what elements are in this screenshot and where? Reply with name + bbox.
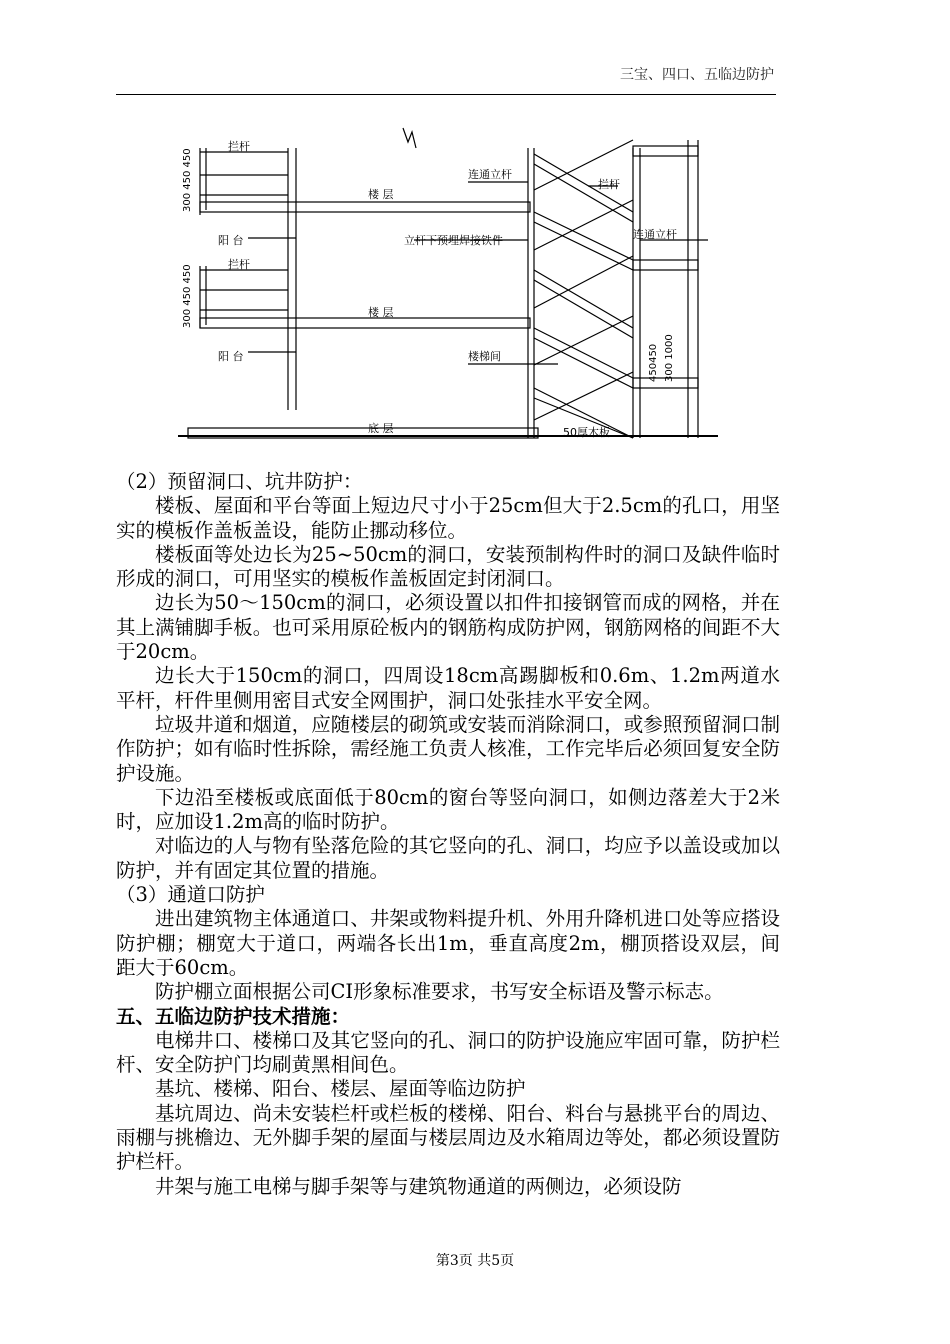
paragraph: 楼板、屋面和平台等面上短边尺寸小于25cm但大于2.5cm的孔口，用坚实的模板作盖板盖设，能防止挪动移位。 bbox=[116, 494, 780, 542]
body-text bbox=[116, 470, 780, 1199]
paragraph: 对临边的人与物有坠落危险的其它竖向的孔、洞口，均应予以盖设或加以防护，并有固定其位置的措施。 bbox=[116, 834, 780, 882]
paragraph: （2）预留洞口、坑井防护： bbox=[116, 470, 363, 493]
stair-railing-label: 拦杆 bbox=[598, 178, 620, 191]
floor-label-top: 楼 层 bbox=[368, 188, 394, 201]
header-rule bbox=[116, 94, 776, 95]
embedded-part-label: 立杆下预埋焊接铁件 bbox=[404, 234, 503, 247]
connect-pole-label-right: 连通立杆 bbox=[633, 228, 677, 241]
dim-label-right2: 300 1000 bbox=[664, 334, 675, 382]
floor-label-mid: 楼 层 bbox=[368, 306, 394, 319]
balcony-label-top: 阳 台 bbox=[218, 234, 244, 247]
plank-label: 50厚木板 bbox=[563, 426, 610, 439]
stair-guardrail-drawing bbox=[178, 120, 718, 452]
paragraph: 基坑周边、尚未安装栏杆或栏板的楼梯、阳台、料台与悬挑平台的周边、雨棚与挑檐边、无外脚手架的屋面与楼层周边及水箱周边等处，都必须设置防护栏杆。 bbox=[116, 1101, 780, 1174]
paragraph: 进出建筑物主体通道口、井架或物料提升机、外用升降机进口处等应搭设防护棚；棚宽大于道口，两端各长出1m，垂直高度2m，棚顶搭设双层，间距大于60cm。 bbox=[116, 907, 780, 979]
paragraph: 边长为50～150cm的洞口，必须设置以扣件扣接钢管而成的网格，并在其上满铺脚手板。也可采用原砼板内的钢筋构成防护网，钢筋网格的间距不大于20cm。 bbox=[116, 591, 780, 664]
section-heading: 五、五临边防护技术措施： bbox=[116, 1004, 351, 1028]
paragraph: 防护棚立面根据公司CI形象标准要求，书写安全标语及警示标志。 bbox=[155, 980, 724, 1004]
paragraph: 垃圾井道和烟道，应随楼层的砌筑或安装而消除洞口，或参照预留洞口制作防护；如有临时性拆除，需经施工负责人核准，工作完毕后必须回复安全防护设施。 bbox=[116, 712, 780, 785]
paragraph: 楼板面等处边长为25~50cm的洞口，安装预制构件时的洞口及缺件临时形成的洞口，可用坚实的模板作盖板固定封闭洞口。 bbox=[116, 542, 780, 591]
paragraph: 基坑、楼梯、阳台、楼层、屋面等临边防护 bbox=[155, 1077, 526, 1101]
paragraph: 井架与施工电梯与脚手架等与建筑物通道的两侧边，必须设防 bbox=[155, 1174, 682, 1198]
balcony-label-mid: 阳 台 bbox=[218, 350, 244, 363]
page-footer: 第3页 共5页 bbox=[435, 1253, 515, 1269]
paragraph: 边长大于150cm的洞口，四周设18cm高踢脚板和0.6m、1.2m两道水平杆，杆件里侧用密目式安全网围护，洞口处张挂水平安全网。 bbox=[116, 664, 780, 712]
paragraph: 电梯井口、楼梯口及其它竖向的孔、洞口的防护设施应牢固可靠，防护栏杆、安全防护门均刷黄黑相间色。 bbox=[116, 1028, 780, 1077]
paragraph: 下边沿至楼板或底面低于80cm的窗台等竖向洞口，如侧边落差大于2米时，应加设1.2m高的临时防护。 bbox=[116, 785, 780, 834]
dim-label-right: 450450 bbox=[648, 343, 659, 382]
stairwell-label: 楼梯间 bbox=[468, 350, 501, 363]
railing-label-mid: 拦杆 bbox=[228, 258, 250, 271]
paragraph: （3）通道口防护 bbox=[116, 883, 265, 907]
railing-label-top: 拦杆 bbox=[228, 140, 250, 153]
dim-label-mid: 300 450 450 bbox=[182, 264, 193, 328]
dim-label-top: 300 450 450 bbox=[182, 148, 193, 212]
connect-pole-label-top: 连通立杆 bbox=[468, 168, 512, 181]
page-header: 三宝、四口、五临边防护 bbox=[620, 67, 774, 83]
ground-label: 底 层 bbox=[368, 422, 394, 435]
